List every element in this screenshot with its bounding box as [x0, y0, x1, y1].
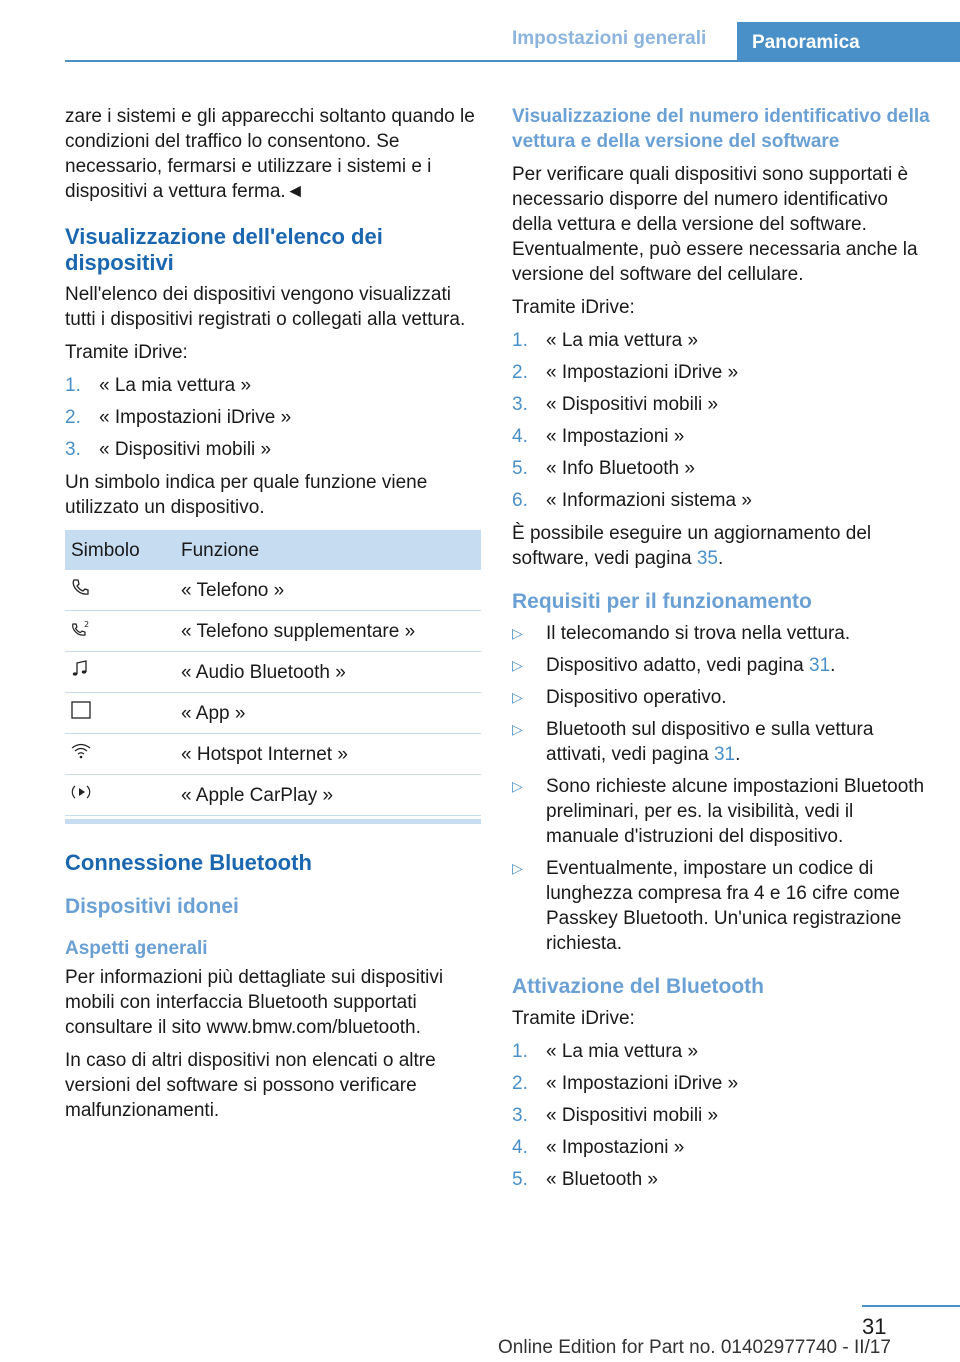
play-circle-icon — [71, 785, 91, 805]
table-row — [65, 570, 481, 611]
left-column — [65, 104, 481, 1131]
table-header-row — [65, 530, 481, 570]
table-header-symbol: Simbolo — [65, 530, 175, 570]
header-rule — [65, 60, 960, 62]
phone-icon — [71, 580, 89, 600]
activation-idrive: Tramite iDrive: — [512, 1008, 635, 1029]
bluetooth-info-paragraph: Per informazioni più dettagliate sui dispositivi mobili con interfaccia Bluetooth supportati consultare il sito www.bmw.com/bluetooth. — [65, 967, 444, 1038]
list-item: ▷ Dispositivo adatto, vedi pagina 31. — [512, 655, 836, 676]
right-column — [512, 104, 930, 1200]
activation-steps — [512, 1039, 930, 1192]
function-cell: « Telefono supplementare » — [175, 611, 481, 652]
table-row — [65, 611, 481, 652]
function-cell: « Telefono » — [175, 570, 481, 611]
list-item: ▷ Sono richieste alcune impostazioni Bluetooth preliminari, per es. la visibilità, vedi il manuale d'istruzioni del dispositivo. — [512, 776, 925, 847]
header-section-title: Impostazioni generali — [512, 28, 707, 49]
list-item: 1. « La mia vettura » — [512, 1041, 699, 1062]
vin-steps — [512, 328, 930, 513]
app-square-icon — [71, 703, 91, 723]
svg-text:2: 2 — [84, 619, 90, 629]
list-item: 5. « Bluetooth » — [512, 1169, 658, 1190]
bluetooth-warning-paragraph: In caso di altri dispositivi non elencati o altre versioni del software si possono verificare malfunzionamenti. — [65, 1050, 436, 1121]
function-cell: « Hotspot Internet » — [175, 734, 481, 775]
list-item: ▷ Dispositivo operativo. — [512, 687, 727, 708]
header-tab: Panoramica — [737, 22, 960, 62]
list-item: 5. « Info Bluetooth » — [512, 458, 695, 479]
list-item: 3. « Dispositivi mobili » — [512, 394, 719, 415]
list-item: 3. « Dispositivi mobili » — [512, 1105, 719, 1126]
table-row — [65, 775, 481, 816]
requirements-heading: Requisiti per il funzionamento — [512, 590, 812, 613]
device-list-steps — [65, 373, 481, 462]
device-list-heading: Visualizzazione dell'elenco dei dispositivi — [65, 224, 383, 275]
activation-heading: Attivazione del Bluetooth — [512, 975, 764, 998]
vin-idrive: Tramite iDrive: — [512, 297, 635, 318]
footer-rule — [862, 1305, 960, 1307]
edition-footer: Online Edition for Part no. 01402977740 - II/17 — [498, 1337, 891, 1358]
table-row — [65, 734, 481, 775]
list-item: 6. « Informazioni sistema » — [512, 490, 752, 511]
page-link[interactable]: 31 — [713, 744, 736, 765]
device-list-text: Nell'elenco dei dispositivi vengono visualizzati tutti i dispositivi registrati o collegati alla vettura. — [65, 284, 466, 330]
symbol-table — [65, 530, 481, 816]
list-item: 2. « Impostazioni iDrive » — [512, 362, 739, 383]
list-item: ▷ Il telecomando si trova nella vettura. — [512, 623, 851, 644]
list-item: 2. « Impostazioni iDrive » — [512, 1073, 739, 1094]
device-list-idrive: Tramite iDrive: — [65, 342, 188, 363]
function-cell: « App » — [175, 693, 481, 734]
update-paragraph: È possibile eseguire un aggiornamento del software, vedi pagina 35. — [512, 523, 872, 569]
list-item: 2. « Impostazioni iDrive » — [65, 407, 292, 428]
list-item: 3. « Dispositivi mobili » — [65, 439, 272, 460]
general-aspects-heading: Aspetti generali — [65, 938, 208, 959]
page-link[interactable]: 35 — [696, 548, 718, 569]
function-cell: « Audio Bluetooth » — [175, 652, 481, 693]
function-cell: « Apple CarPlay » — [175, 775, 481, 816]
vin-paragraph: Per verificare quali dispositivi sono supportati è necessario disporre del numero identificativo della vettura e della versione del software. Eventualmente, può essere necessaria anche la versione del software del cellulare. — [512, 164, 918, 285]
page-link[interactable]: 31 — [809, 655, 831, 676]
wifi-icon — [71, 744, 91, 764]
list-item: ▷ Eventualmente, impostare un codice di lunghezza compresa fra 4 e 16 cifre come Passkey Bluetooth. Un'unica registrazione richiesta. — [512, 858, 902, 954]
phone-2-icon — [71, 621, 91, 641]
page-number: 31 — [862, 1314, 887, 1339]
list-item: ▷ Bluetooth sul dispositivo e sulla vettura attivati, vedi pagina 31. — [512, 719, 874, 765]
list-item: 4. « Impostazioni » — [512, 426, 685, 447]
intro-paragraph: zare i sistemi e gli apparecchi soltanto quando le condizioni del traffico lo consentono. Se necessario, fermarsi e utilizzare i sistemi e i dispositivi a vettura ferma.◄ — [65, 106, 475, 202]
table-end-rule — [65, 819, 481, 824]
music-note-icon — [71, 662, 89, 682]
symbol-text: Un simbolo indica per quale funzione viene utilizzato un dispositivo. — [65, 472, 428, 518]
bluetooth-heading: Connessione Bluetooth — [65, 850, 312, 875]
requirements-list — [512, 621, 930, 956]
list-item: 4. « Impostazioni » — [512, 1137, 685, 1158]
suitable-devices-heading: Dispositivi idonei — [65, 895, 239, 918]
list-item: 1. « La mia vettura » — [65, 375, 252, 396]
table-row — [65, 693, 481, 734]
table-header-function: Funzione — [175, 530, 481, 570]
table-row — [65, 652, 481, 693]
vin-heading: Visualizzazione del numero identificativo della vettura e della versione del software — [512, 106, 930, 152]
list-item: 1. « La mia vettura » — [512, 330, 699, 351]
